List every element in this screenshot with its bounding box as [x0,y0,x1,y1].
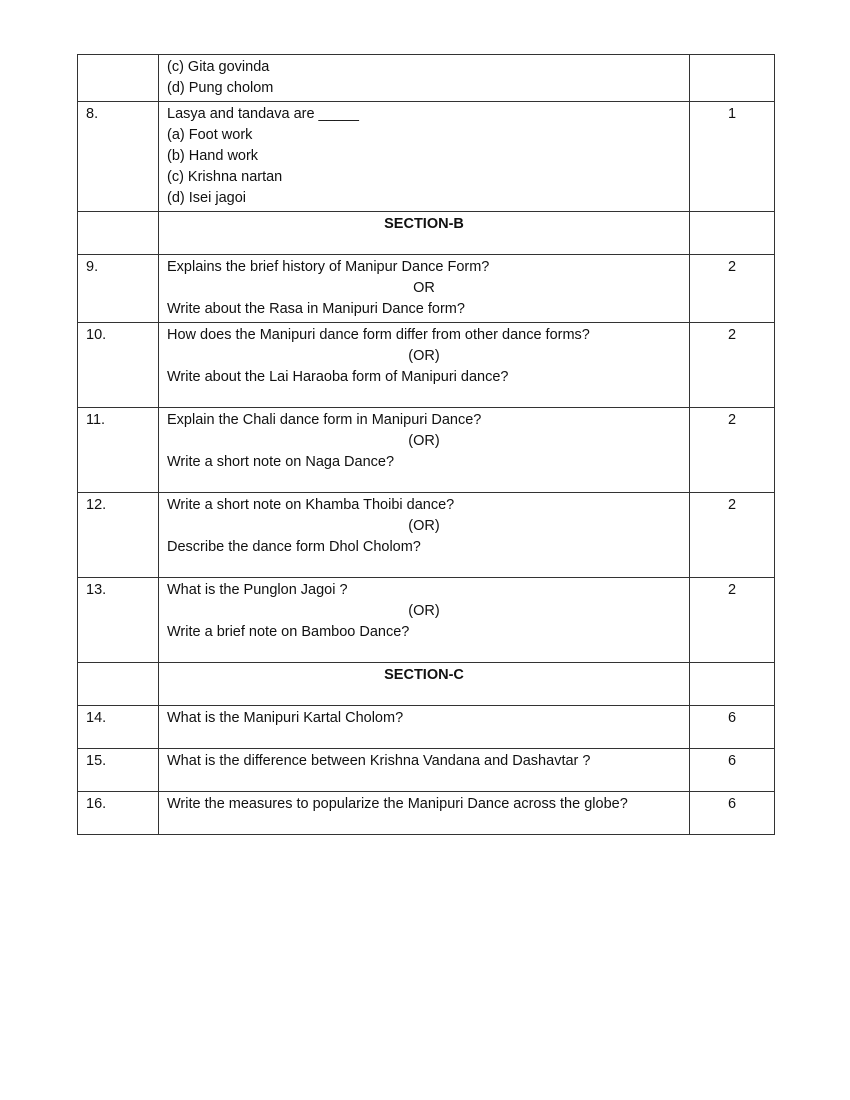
question-cell [159,255,690,323]
or-separator: (OR) [408,518,440,534]
question-text: What is the Punglon Jagoi ? [167,582,348,598]
table-row-q8 [78,102,775,212]
question-number: 15. [78,749,159,792]
or-separator: (OR) [408,433,440,449]
alternate-question: Describe the dance form Dhol Cholom? [167,539,421,555]
question-text: Explains the brief history of Manipur Dance Form? [167,259,490,275]
question-number: 10. [78,323,159,408]
table-row-section-b [78,212,775,255]
question-text: Lasya and tandava are _____ [167,106,359,122]
question-number: 13. [78,578,159,663]
table-row-q11 [78,408,775,493]
question-text: What is the difference between Krishna Vandana and Dashavtar ? [159,749,690,792]
alternate-question: Write about the Rasa in Manipuri Dance form? [167,301,465,317]
question-text: Write a short note on Khamba Thoibi dance? [167,497,455,513]
table-row-continuation [78,55,775,102]
marks: 2 [690,493,775,578]
question-cell [159,323,690,408]
table-row-q16 [78,792,775,835]
table-row-q10 [78,323,775,408]
or-separator: OR [413,280,435,296]
question-cell [159,493,690,578]
table-row-q15 [78,749,775,792]
question-cell [159,55,690,102]
section-title: SECTION-C [159,663,690,706]
question-cell [159,578,690,663]
marks: 6 [690,706,775,749]
question-number: 11. [78,408,159,493]
or-separator: (OR) [408,603,440,619]
question-text: How does the Manipuri dance form differ from other dance forms? [167,327,590,343]
marks: 2 [690,323,775,408]
section-title: SECTION-B [159,212,690,255]
option-d: (d) Isei jagoi [167,190,246,206]
question-number: 14. [78,706,159,749]
question-number-cell [78,55,159,102]
table-row-q9 [78,255,775,323]
question-number-cell [78,212,159,255]
marks: 2 [690,408,775,493]
option-b: (b) Hand work [167,148,259,164]
marks: 6 [690,749,775,792]
question-number: 9. [78,255,159,323]
question-number-cell [78,663,159,706]
table-row-q12 [78,493,775,578]
question-text: Explain the Chali dance form in Manipuri Dance? [167,412,482,428]
or-separator: (OR) [408,348,440,364]
marks-cell [690,55,775,102]
question-cell [159,408,690,493]
question-text: Write the measures to popularize the Manipuri Dance across the globe? [159,792,690,835]
marks: 1 [690,102,775,212]
table-row-q14 [78,706,775,749]
alternate-question: Write a brief note on Bamboo Dance? [167,624,410,640]
alternate-question: Write a short note on Naga Dance? [167,454,395,470]
question-number: 8. [78,102,159,212]
alternate-question: Write about the Lai Haraoba form of Manipuri dance? [167,369,509,385]
question-number: 16. [78,792,159,835]
question-table [77,54,775,835]
marks: 6 [690,792,775,835]
option-d: (d) Pung cholom [167,80,274,96]
marks: 2 [690,578,775,663]
option-a: (a) Foot work [167,127,253,143]
marks-cell [690,212,775,255]
table-row-q13 [78,578,775,663]
marks-cell [690,663,775,706]
question-text: What is the Manipuri Kartal Cholom? [159,706,690,749]
option-c: (c) Gita govinda [167,59,270,75]
option-c: (c) Krishna nartan [167,169,283,185]
question-cell [159,102,690,212]
question-number: 12. [78,493,159,578]
table-row-section-c [78,663,775,706]
marks: 2 [690,255,775,323]
